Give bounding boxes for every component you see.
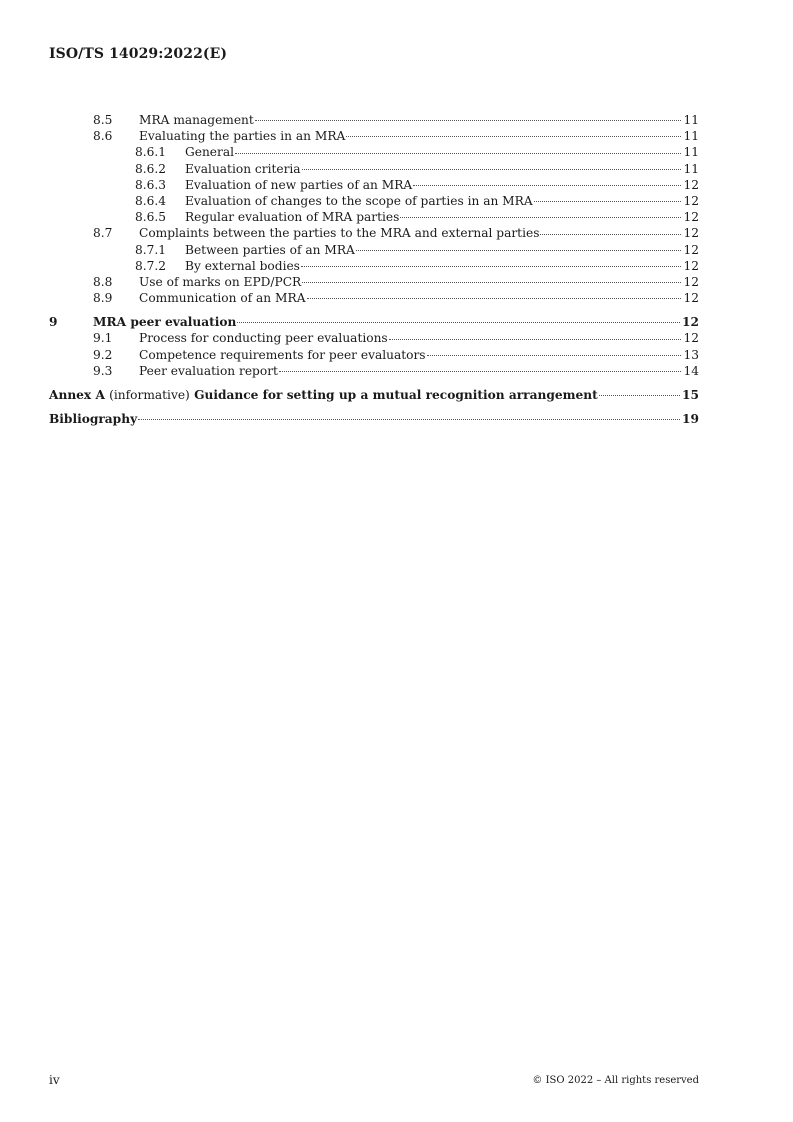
annex-qualifier: (informative) (109, 388, 190, 402)
toc-number: 8.6.1 (135, 145, 167, 160)
toc-title: Process for conducting peer evaluations (139, 331, 388, 346)
dot-leader (302, 282, 681, 283)
toc-page: 12 (683, 177, 699, 192)
dot-leader (237, 322, 680, 323)
toc-entry-8-6-5[interactable] (49, 209, 699, 225)
toc-page: 11 (683, 145, 699, 160)
page-number: iv (49, 1073, 60, 1087)
toc-title: Peer evaluation report (139, 363, 278, 378)
dot-leader (540, 234, 681, 235)
toc-entry-8-9[interactable] (49, 290, 699, 306)
toc-page: 14 (683, 363, 699, 378)
toc-annex-title-group (49, 387, 598, 403)
dot-leader (400, 217, 681, 218)
toc-entry-8-7[interactable] (49, 225, 699, 241)
toc-page: 19 (682, 412, 699, 427)
toc-entry-8-6-3[interactable] (49, 177, 699, 193)
toc-title: Evaluation of changes to the scope of parties in an MRA (185, 193, 533, 208)
toc-number: 8.7 (93, 226, 113, 241)
toc-title: MRA management (139, 113, 254, 127)
toc-title: By external bodies (185, 258, 300, 273)
toc-entry-9-1[interactable] (49, 330, 699, 346)
toc-title: Bibliography (49, 412, 138, 427)
toc-title: General (185, 145, 234, 160)
dot-leader (356, 250, 682, 251)
toc-entry-bibliography[interactable] (49, 411, 699, 427)
dot-leader (255, 120, 682, 121)
toc-page: 11 (683, 161, 699, 176)
toc-title: Complaints between the parties to the MRA and external parties (139, 226, 540, 241)
dot-leader (413, 185, 681, 186)
toc-title: Competence requirements for peer evaluators (139, 347, 426, 362)
toc-number: 8.6.4 (135, 193, 167, 208)
toc-title: MRA peer evaluation (93, 315, 237, 330)
toc-entry-8-6[interactable] (49, 128, 699, 144)
toc-entry-8-6-4[interactable] (49, 193, 699, 209)
annex-title: Guidance for setting up a mutual recognition arrangement (194, 388, 598, 402)
toc-number: 9.3 (93, 363, 113, 378)
toc-entry-annex-a[interactable] (49, 387, 699, 403)
dot-leader (279, 371, 682, 372)
toc-title: Use of marks on EPD/PCR (139, 274, 302, 289)
toc-page: 12 (683, 331, 699, 346)
toc-title: Communication of an MRA (139, 291, 306, 306)
toc-entry-8-8[interactable] (49, 274, 699, 290)
toc-number: 8.5 (93, 113, 113, 127)
toc-title: Between parties of an MRA (185, 242, 355, 257)
toc-title: Evaluating the parties in an MRA (139, 129, 346, 144)
copyright-notice: © ISO 2022 – All rights reserved (532, 1075, 699, 1086)
toc-entry-8-7-1[interactable] (49, 242, 699, 258)
dot-leader (534, 201, 682, 202)
toc-number: 8.6 (93, 129, 113, 144)
toc-entry-8-6-2[interactable] (49, 161, 699, 177)
toc-number: 9.2 (93, 347, 113, 362)
toc-page: 12 (683, 274, 699, 289)
toc-page: 12 (683, 291, 699, 306)
dot-leader (346, 136, 681, 137)
toc-number: 8.6.2 (135, 161, 167, 176)
toc-number: 8.6.3 (135, 177, 167, 192)
toc-number: 9 (49, 315, 58, 330)
toc-page: 12 (683, 193, 699, 208)
toc-title: Evaluation criteria (185, 161, 301, 176)
annex-label: Annex A (49, 388, 105, 402)
toc-page: 13 (683, 347, 699, 362)
toc-number: 8.9 (93, 291, 113, 306)
toc-page: 12 (683, 258, 699, 273)
dot-leader (427, 355, 682, 356)
dot-leader (302, 169, 682, 170)
toc-entry-8-6-1[interactable] (49, 144, 699, 160)
dot-leader (389, 339, 682, 340)
document-id: ISO/TS 14029:2022(E) (49, 46, 228, 62)
toc-number: 8.7.2 (135, 258, 167, 273)
toc-number: 9.1 (93, 331, 113, 346)
toc-page: 12 (683, 226, 699, 241)
toc-page: 12 (682, 315, 699, 330)
toc-page: 11 (683, 113, 699, 127)
toc-title: Evaluation of new parties of an MRA (185, 177, 413, 192)
table-of-contents (49, 112, 699, 427)
toc-entry-8-5[interactable] (49, 112, 699, 128)
dot-leader (307, 298, 682, 299)
dot-leader (138, 419, 680, 420)
toc-page: 15 (682, 388, 699, 402)
dot-leader (235, 153, 681, 154)
toc-page: 12 (683, 210, 699, 225)
toc-number: 8.8 (93, 274, 113, 289)
toc-page: 11 (683, 129, 699, 144)
dot-leader (301, 266, 682, 267)
toc-entry-9-3[interactable] (49, 363, 699, 379)
toc-number: 8.6.5 (135, 210, 167, 225)
toc-page: 12 (683, 242, 699, 257)
toc-entry-8-7-2[interactable] (49, 258, 699, 274)
toc-entry-9[interactable] (49, 314, 699, 330)
toc-number: 8.7.1 (135, 242, 167, 257)
dot-leader (599, 395, 680, 396)
toc-title: Regular evaluation of MRA parties (185, 210, 400, 225)
toc-entry-9-2[interactable] (49, 347, 699, 363)
